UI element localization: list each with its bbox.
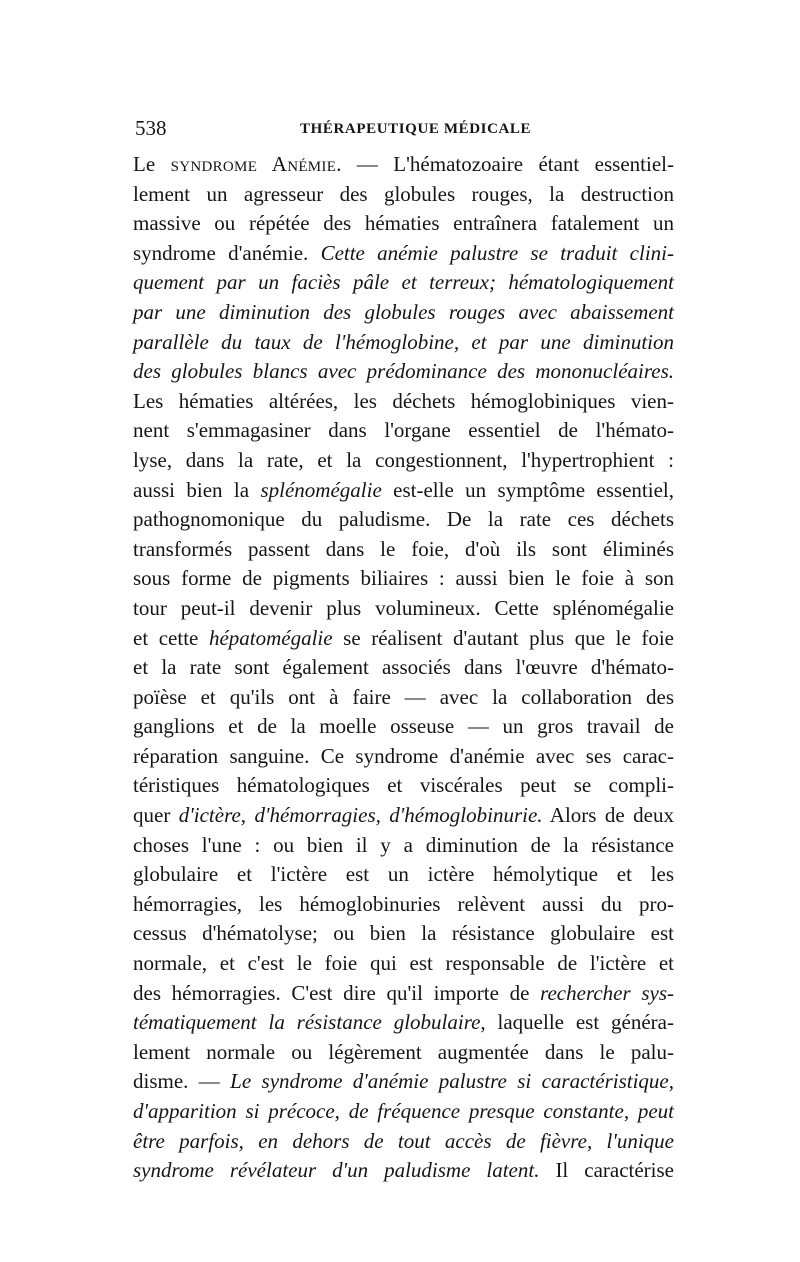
running-title: THÉRAPEUTIQUE MÉDICALE: [300, 121, 532, 137]
text-run: Il caractérise: [539, 1158, 674, 1183]
text-line: [133, 712, 674, 742]
text-run: et cette: [133, 625, 209, 650]
text-run: est-elle un symptôme essentiel,: [381, 477, 674, 502]
italic-text: être parfois, en dehors de tout accès de fièvre, l'unique: [133, 1128, 674, 1153]
text-run: massive ou répétée des hématies entraînera fatalement un: [133, 211, 674, 236]
text-run: hémorragies, les hémoglobinuries relèvent aussi du pro-: [133, 891, 674, 916]
text-run: aussi bien la: [133, 477, 261, 502]
text-line: [133, 979, 674, 1009]
text-line: [133, 446, 674, 476]
italic-text: parallèle du taux de l'hémoglobine, et par une diminution: [133, 329, 674, 354]
text-line: [133, 180, 674, 210]
text-line: [133, 742, 674, 772]
text-line: [133, 150, 674, 180]
italic-text: Cette anémie palustre se traduit clini-: [320, 240, 674, 265]
text-line: [133, 357, 674, 387]
small-caps-heading: syndrome Anémie: [170, 152, 337, 176]
italic-text: par une diminution des globules rouges avec abaissement: [133, 299, 674, 324]
text-run: lement normale ou légèrement augmentée dans le palu-: [133, 1039, 674, 1064]
text-run: et la rate sont également associés dans l'œuvre d'hémato-: [133, 655, 674, 680]
text-line: [133, 919, 674, 949]
text-run: tour peut-il devenir plus volumineux. Cette splénomégalie: [133, 595, 674, 620]
page-number: 538: [135, 116, 167, 140]
text-line: [133, 1127, 674, 1157]
text-line: [133, 594, 674, 624]
text-line: [133, 1008, 674, 1038]
text-line: [133, 1097, 674, 1127]
text-line: [133, 890, 674, 920]
text-run: Les hématies altérées, les déchets hémoglobiniques vien-: [133, 388, 674, 413]
text-line: [133, 1038, 674, 1068]
text-run: quer: [133, 803, 179, 828]
text-line: [133, 831, 674, 861]
text-run: syndrome d'anémie.: [133, 240, 321, 265]
italic-text: hépatomégalie: [208, 625, 333, 650]
italic-text: splénomégalie: [260, 477, 382, 502]
text-run: Le: [133, 152, 171, 176]
text-line: [133, 535, 674, 565]
text-line: [133, 564, 674, 594]
text-line: [133, 1156, 674, 1186]
text-line: [133, 860, 674, 890]
text-line: [133, 298, 674, 328]
text-run: sous forme de pigments biliaires : aussi bien le foie à son: [133, 566, 674, 591]
text-line: [133, 949, 674, 979]
text-run: . — L'hématozoaire étant essentiel-: [336, 152, 674, 176]
text-line: [133, 239, 674, 269]
italic-text: d'ictère, d'hémorragies, d'hémoglobinurie.: [178, 803, 543, 828]
text-line: [133, 209, 674, 239]
text-run: cessus d'hématolyse; ou bien la résistance globulaire est: [133, 921, 674, 946]
text-run: laquelle est généra-: [485, 1010, 674, 1035]
text-run: disme. —: [133, 1069, 231, 1094]
running-head: [135, 116, 670, 140]
text-run: normale, et c'est le foie qui est responsable de l'ictère et: [133, 951, 674, 976]
text-run: téristiques hématologiques et viscérales peut se compli-: [133, 773, 674, 798]
italic-text: d'apparition si précoce, de fréquence presque constante, peut: [133, 1099, 674, 1123]
text-run: globulaire et l'ictère est un ictère hémolytique et les: [133, 862, 674, 887]
italic-text: tématiquement la résistance globulaire,: [133, 1010, 486, 1035]
text-line: [133, 653, 674, 683]
text-run: lyse, dans la rate, et la congestionnent, l'hypertrophient :: [133, 447, 674, 472]
text-run: réparation sanguine. Ce syndrome d'anémie avec ses carac-: [133, 743, 674, 768]
text-run: pathognomonique du paludisme. De la rate ces déchets: [133, 507, 674, 532]
text-line: [133, 268, 674, 298]
text-run: Alors de deux: [542, 803, 674, 828]
text-run: choses l'une : ou bien il y a diminution de la résistance: [133, 832, 674, 857]
text-line: [133, 476, 674, 506]
text-line: [133, 771, 674, 801]
text-run: nent s'emmagasiner dans l'organe essentiel de l'hémato-: [133, 418, 674, 443]
italic-text: syndrome révélateur d'un paludisme latent.: [133, 1158, 540, 1183]
italic-text: Le syndrome d'anémie palustre si caractéristique,: [230, 1069, 674, 1094]
text-line: [133, 387, 674, 417]
italic-text: quement par un faciès pâle et terreux; hématologiquement: [133, 270, 674, 295]
text-line: [133, 505, 674, 535]
text-line: [133, 801, 674, 831]
text-run: transformés passent dans le foie, d'où ils sont éliminés: [133, 536, 674, 561]
text-line: [133, 1067, 674, 1097]
body-text: [133, 150, 674, 1186]
italic-text: des globules blancs avec prédominance des mononucléaires.: [133, 359, 674, 384]
text-run: lement un agresseur des globules rouges, la destruction: [133, 181, 674, 206]
text-run: ganglions et de la moelle osseuse — un gros travail de: [133, 714, 674, 739]
text-line: [133, 416, 674, 446]
text-line: [133, 328, 674, 358]
text-run: des hémorragies. C'est dire qu'il importe de: [133, 980, 541, 1005]
text-run: poïèse et qu'ils ont à faire — avec la collaboration des: [133, 684, 674, 709]
text-line: [133, 683, 674, 713]
text-run: se réalisent d'autant plus que le foie: [332, 625, 674, 650]
text-line: [133, 624, 674, 654]
italic-text: rechercher sys-: [540, 980, 674, 1005]
